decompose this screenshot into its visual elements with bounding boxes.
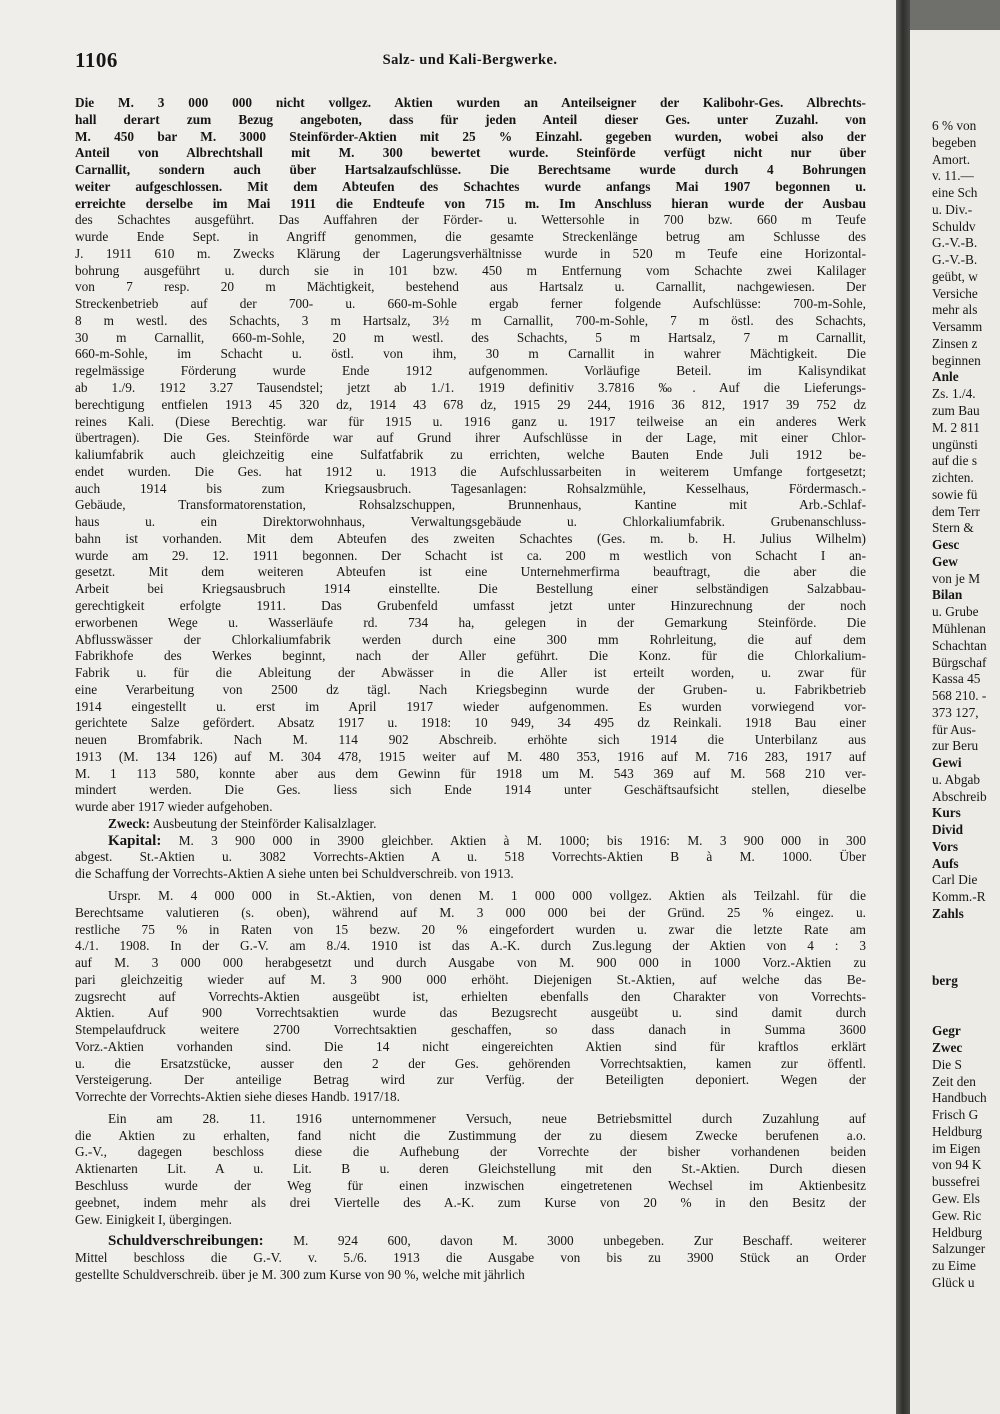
text-line: Stempelaufdruck weitere 2700 Vorrechtsaktien geschaffen, so dass danach in Summa 3600 — [75, 1022, 866, 1038]
adjacent-line: zichten. — [932, 470, 974, 486]
adjacent-page — [910, 30, 1000, 1414]
text-line: die Schaffung der Vorrechts-Aktien A siehe unten bei Schuldverschreib. von 1913. — [75, 866, 514, 882]
adjacent-page-text — [910, 118, 987, 1292]
text-line: endet wurden. Die Ges. hat 1912 u. 1913 die Aufschlussarbeiten in weiterem Umfange fortgesetzt; — [75, 463, 866, 479]
adjacent-line: Versiche — [932, 285, 978, 301]
text-line: wurde am 29. 12. 1911 begonnen. Der Schacht ist ca. 200 m westlich von Schacht I an- — [75, 547, 866, 563]
adjacent-line: zum Bau — [932, 403, 980, 419]
schuld-label: Schuldverschreibungen: — [108, 1233, 264, 1250]
text-line: gerechtigkeit erfolgte 1911. Das Grubenfeld umfasst jetzt unter Hinzurechnung der noch — [75, 597, 866, 613]
text-line: Gebäude, Transformatorenstation, Rohsalzschuppen, Brunnenhaus, Kantine mit Arb.-Schlaf- — [75, 497, 866, 513]
text-line: 660-m-Sohle, im Schacht u. östl. von ihm, 30 m Carnallit in wahrer Mächtigkeit. Die — [75, 346, 866, 362]
adjacent-line: eine Sch — [932, 185, 978, 201]
adjacent-line: dem Terr — [932, 503, 980, 519]
adjacent-line: u. Grube — [932, 604, 979, 620]
adjacent-line: Gew — [932, 553, 958, 569]
text-line: reines Kali. (Diese Berechtig. war für 1915 u. 1916 ganz u. 1917 teilweise an ein anderes Werk — [75, 413, 866, 429]
adjacent-line: Salzunger — [932, 1241, 986, 1257]
text-line: weiter aufgeschlossen. Mit dem Abteufen des Schachtes wurde anfangs Mai 1907 begonnen u. — [75, 178, 866, 194]
text-line: 30 m Carnallit, 660-m-Sohle, 20 m westl. des Schachts, 5 m Hartsalz, 7 m Carnallit, — [75, 329, 866, 345]
adjacent-line: Bilan — [932, 587, 963, 603]
adjacent-line: 373 127, — [932, 704, 979, 720]
adjacent-line: Gegr — [932, 1023, 961, 1039]
text-line: abgest. St.-Aktien u. 3082 Vorrechts-Aktien A u. 518 Vorrechts-Aktien B à M. 1000. Über — [75, 849, 866, 865]
text-line: bahn ist vorhanden. Mit dem Abteufen des zweiten Schachtes (Ges. m. b. H. Julius Wilhelm) — [75, 530, 866, 546]
adjacent-line: Vors — [932, 838, 959, 854]
text-line: M. 1 113 580, konnte aber aus dem Gewinn für 1918 um M. 543 369 auf M. 568 210 ver- — [75, 765, 866, 781]
text-line: pari gleichzeitig wieder auf M. 3 900 000 erhöht. Diejenigen St.-Aktien, auf welche das Be- — [75, 971, 866, 987]
text-line: Aktienarten Lit. A u. Lit. B u. deren Gleichstellung mit den St.-Aktien. Durch diesen — [75, 1161, 866, 1177]
adjacent-line: M. 2 811 — [932, 419, 980, 435]
paragraph-kapital — [75, 849, 866, 883]
text-line: J. 1911 610 m. Zwecks Klärung der Lagerungsverhältnisse wurde in 520 m Teufe eine Horizontal- — [75, 245, 866, 261]
adjacent-line: Zinsen z — [932, 335, 978, 351]
adjacent-line: Amort. — [932, 151, 971, 167]
text-line: G.-V., dagegen beschloss diese die Aufhebung der Vorrechte der bisher vorhandenen beiden — [75, 1144, 866, 1160]
text-line: Streckenbetrieb auf der 700- u. 660-m-Sohle ergab ferner folgende Aufschlüsse: 700-m-Sohle, — [75, 296, 866, 312]
adjacent-line: auf die s — [932, 453, 978, 469]
page-number: 1106 — [75, 48, 118, 72]
book-gutter — [896, 0, 910, 1414]
adjacent-line: mehr als — [932, 302, 978, 318]
text-line: 1914 eingestellt u. erst im April 1917 wieder aufgenommen. Es wurden vorwiegend vor- — [75, 698, 866, 714]
page-header — [75, 48, 865, 78]
text-line: die Aktien zu erhalten, fand nicht die Zustimmung der zu diesem Zwecke berufenen a.o. — [75, 1127, 866, 1143]
text-line: haus u. ein Direktorwohnhaus, Verwaltungsgebäude u. Chlorkaliumfabrik. Grubenanschluss- — [75, 514, 866, 530]
text-line: Vorrechte der Vorrechts-Aktien siehe dieses Handb. 1917/18. — [75, 1089, 400, 1105]
text-line: restliche 75 % in Raten von 15 bezw. 20 % eingefordert wurden u. zwar die letzte Rate am — [75, 921, 866, 937]
adjacent-line: Zs. 1./4. — [932, 386, 976, 402]
adjacent-line: Abschreib — [932, 788, 987, 804]
adjacent-line: G.-V.-B. — [932, 252, 978, 268]
text-line: Beschluss wurde der Weg für einen inzwischen eingetretenen Wechsel im Aktienbesitz — [75, 1178, 866, 1193]
adjacent-line: Kassa 45 — [932, 671, 981, 687]
paragraph-capital-history — [75, 888, 866, 1106]
adjacent-line — [910, 990, 987, 1007]
text-line: Vorz.-Aktien vorhanden sind. Die 14 nicht eingereichten Aktien sind für kraftlos erklärt — [75, 1038, 866, 1054]
text-line: Arbeit bei Kriegsausbruch 1914 einstellte. Die Bestellung einer selbständigen Salzabbau- — [75, 581, 866, 597]
text-line: Berechtsame valutieren (s. oben), während auf M. 3 000 000 bei der Gründ. 25 % eingez. u. — [75, 904, 866, 920]
adjacent-line — [910, 923, 987, 940]
zweck-line — [75, 816, 866, 833]
text-line: 1913 (M. 134 126) auf M. 304 478, 1915 weiter auf M. 480 353, 1916 auf M. 716 283, 1917 auf — [75, 748, 866, 764]
adjacent-line: Heldburg — [932, 1123, 982, 1139]
adjacent-line: v. 11.— — [932, 168, 974, 184]
schuld-line — [75, 1233, 866, 1250]
adjacent-line: Kurs — [932, 805, 961, 821]
paragraph-shareholder-changes — [75, 1111, 866, 1228]
text-line: des Schachtes ausgeführt. Das Auffahren der Förder- u. Wettersohle in 700 bzw. 660 m Teufe — [75, 212, 866, 228]
adjacent-line: Zwec — [932, 1040, 963, 1056]
text-line: auf M. 3 000 000 herabgesetzt und durch Ausgabe von M. 900 000 in 1000 Vorz.-Aktien zu — [75, 955, 866, 971]
text-line: auch 1914 bis zum Kriegsausbruch. Tagesanlagen: Rohsalzmühle, Kesselhaus, Fördermasch.- — [75, 480, 866, 496]
adjacent-line: u. Abgab — [932, 771, 981, 787]
adjacent-line: ungünsti — [932, 436, 978, 452]
text-line: erworbenen Wege u. Wasserläufe rd. 734 ha, gelegen in der Gemarkung Steinförde. Die — [75, 614, 866, 630]
text-line: Gew. Einigkeit I, übergingen. — [75, 1211, 232, 1227]
running-title: Salz- und Kali-Bergwerke. — [382, 52, 558, 68]
adjacent-line: sowie fü — [932, 486, 978, 502]
text-line: erreichte derselbe im Mai 1911 die Endteufe von 715 m. Im Anschluss hieran wurde der Ausbau — [75, 195, 866, 211]
text-line: 4./1. 1908. In der G.-V. am 8./4. 1910 ist das A.-K. durch Zus.legung der Aktien von 4 : 3 — [75, 938, 866, 954]
adjacent-line: berg — [932, 973, 958, 989]
adjacent-line: von je M — [932, 570, 981, 586]
text-line: Abflusswässer der Chlorkaliumfabrik werden durch eine 300 mm Rohrleitung, die auf dem — [75, 631, 866, 647]
adjacent-line: Gewi — [932, 755, 962, 771]
text-line: 8 m westl. des Schachts, 3 m Hartsalz, 3½ m Carnallit, 700-m-Sohle, 7 m östl. des Schachts, — [75, 312, 866, 328]
text-line: regelmässige Förderung wurde Ende 1912 aufgenommen. Vorläufige Beteil. im Kalisyndikat — [75, 363, 866, 379]
text-line: kaliumfabrik auch gleichzeitig eine Sulfatfabrik zu errichten, welche Bauten Ende Juli 1912 be- — [75, 447, 866, 463]
text-line: gesetzt. Mit dem weiteren Abteufen ist eine Unternehmerfirma beauftragt, die aber die — [75, 564, 866, 580]
text-line: ab 1./9. 1912 3.27 Tausendstel; jetzt ab 1./1. 1919 definitiv 3.7816 ‰. Auf die Lieferungs- — [75, 380, 866, 396]
adjacent-line: Divid — [932, 822, 964, 838]
text-line: geebnet, indem mehr als drei Viertelle des A.-K. zum Kurse von 20 % in den Besitz der — [75, 1194, 866, 1210]
adjacent-line: geübt, w — [932, 268, 978, 284]
text-line: M. 450 bar M. 3000 Steinförder-Aktien mit 25 % Einzahl. gegeben wurden, wobei also der — [75, 128, 866, 144]
kapital-line — [75, 833, 866, 850]
adjacent-line: Heldburg — [932, 1224, 982, 1240]
text-line: Mittel beschloss die G.-V. v. 5./6. 1913 die Ausgabe von bis zu 3900 Stück an Order — [75, 1250, 866, 1266]
adjacent-line: Gew. Ric — [932, 1207, 982, 1223]
adjacent-line: Frisch G — [932, 1107, 979, 1123]
adjacent-line: beginnen — [932, 352, 981, 368]
zweck-label: Zweck: — [108, 815, 151, 831]
text-line: gerichtete Salze gefördert. Absatz 1917 u. 1918: 10 949, 34 495 dz Reinkali. 1918 Bau einer — [75, 715, 866, 731]
adjacent-line: Mühlenan — [932, 620, 986, 636]
adjacent-line — [910, 940, 987, 957]
text-line: wurde Ende Sept. in Angriff genommen, die gesamte Streckenlänge betrug am Schlusse des — [75, 229, 866, 245]
text-line: Ein am 28. 11. 1916 unternommener Versuch, neue Betriebsmittel durch Zuzahlung auf — [108, 1110, 866, 1126]
adjacent-line: Stern & — [932, 520, 974, 536]
text-line: Anteil von Albrechtshall mit M. 300 bewertet wurde. Steinförde verfügt nicht nur über — [75, 145, 866, 161]
text-line: von 7 resp. 20 m Mächtigkeit, bestehend aus Hartsalz u. Carnallit, nachgewiesen. Der — [75, 279, 866, 295]
text-line: wurde aber 1917 wieder aufgehoben. — [75, 799, 273, 815]
text-line: Carnallit, sondern auch über Hartsalzaufschlüsse. Die Berechtsame wurde durch 4 Bohrungen — [75, 162, 866, 178]
text-line: mindert werden. Die Ges. liess sich Ende 1914 unter Geschäftsaufsicht stellen, dieselbe — [75, 782, 866, 798]
kapital-first-text: M. 3 900 000 in 3900 gleichber. Aktien à M. 1000; bis 1916: M. 3 900 000 in 300 — [178, 832, 866, 848]
adjacent-line: bussefrei — [932, 1174, 980, 1190]
text-line: Die M. 3 000 000 nicht vollgez. Aktien wurden an Anteilseigner der Kalibohr-Ges. Albrechts- — [75, 95, 866, 110]
text-line: Versteigerung. Der anteilige Betrag wird zur Verfüg. der Beteiligten deponiert. Wegen der — [75, 1072, 866, 1088]
adjacent-line: u. Div.- — [932, 201, 973, 217]
adjacent-line: Schachtan — [932, 637, 987, 653]
adjacent-line: Zahls — [932, 905, 964, 921]
text-line: Urspr. M. 4 000 000 in St.-Aktien, von denen M. 1 000 000 vollgez. Aktien als Teilzahl. für die — [108, 887, 866, 903]
adjacent-line: zu Eime — [932, 1258, 976, 1274]
text-line: übertragen). Die Ges. Steinförde war auf Grund ihrer Aufschlüsse in der Lage, mit einer Chlor- — [75, 430, 866, 446]
adjacent-line: von 94 K — [932, 1157, 982, 1173]
adjacent-line: für Aus- — [932, 721, 976, 737]
adjacent-line: Komm.-R — [932, 889, 986, 905]
schuld-first-text: M. 924 600, davon M. 3000 unbegeben. Zur Beschaff. weiterer — [293, 1233, 866, 1249]
text-line: eine Verarbeitung von 2500 dz tägl. Nach Kriegsbeginn wurde der Gruben- u. Fabrikbetrieb — [75, 681, 866, 697]
text-line: bohrung ausgeführt u. durch sie in 101 bzw. 450 m Entfernung vom Schachte zwei Kalilager — [75, 262, 866, 278]
text-line: neuen Bromfabrik. Nach M. 114 902 Abschreib. erhöhte sich 1914 die Unterbilanz aus — [75, 732, 866, 748]
body-text — [75, 95, 866, 1284]
adjacent-line: Aufs — [932, 855, 959, 871]
adjacent-line: zur Beru — [932, 738, 979, 754]
text-line: berechtigung entfielen 1913 45 320 dz, 1914 43 678 dz, 1915 29 244, 1916 36 812, 1917 39 752 dz — [75, 396, 866, 412]
paragraph-schuldverschreibungen — [75, 1250, 866, 1284]
text-line: Fabrikhofe des Werkes beginnt, nach der Aller geführt. Die Konz. für die Chlorkalium- — [75, 648, 866, 664]
text-line: zugsrecht auf Vorrechts-Aktien ausgeübt ist, erhielten ebenfalls den Charakter von Vorrechts- — [75, 988, 866, 1004]
adjacent-line: Gew. Els — [932, 1191, 980, 1206]
text-line: gestellte Schuldverschreib. über je M. 300 zum Kurse von 90 %, welche mit jährlich — [75, 1266, 525, 1282]
adjacent-line: Handbuch — [932, 1090, 987, 1106]
zweck-text: Ausbeutung der Steinförder Kalisalzlager. — [152, 815, 377, 831]
kapital-label: Kapital: — [108, 832, 162, 849]
adjacent-line: Carl Die — [932, 872, 978, 888]
adjacent-line: Schuldv — [932, 218, 976, 234]
adjacent-line: 568 210. - — [932, 688, 987, 704]
adjacent-line: Bürgschaf — [932, 654, 987, 670]
adjacent-line: Gesc — [932, 537, 960, 553]
adjacent-line: Zeit den — [932, 1073, 976, 1089]
adjacent-line — [910, 956, 987, 973]
paragraph-company-history — [75, 95, 866, 816]
adjacent-line: im Eigen — [932, 1140, 981, 1156]
adjacent-line: Die S — [932, 1056, 962, 1072]
adjacent-line — [910, 1007, 987, 1024]
text-line: hall derart zum Bezug angeboten, dass für jeden Anteil dieser Ges. unter Zuzahl. von — [75, 111, 866, 127]
text-line: Aktien. Auf 900 Vorrechtsaktien wurde das Bezugsrecht ausgeübt u. sind damit durch — [75, 1005, 866, 1021]
adjacent-line: begeben — [932, 134, 977, 150]
adjacent-line: Versamm — [932, 319, 983, 335]
text-line: Fabrik u. für die Ableitung der Abwässer in die Aller ist erteilt worden, u. zwar für — [75, 665, 866, 681]
adjacent-line: Anle — [932, 369, 959, 385]
adjacent-line: 6 % von — [932, 118, 977, 133]
adjacent-line: Glück u — [932, 1274, 975, 1290]
text-line: u. die Ersatzstücke, ausser den 2 der Ges. gehörenden Vorrechtsaktien, kamen zur öffentl. — [75, 1055, 866, 1071]
adjacent-line: G.-V.-B. — [932, 235, 978, 251]
